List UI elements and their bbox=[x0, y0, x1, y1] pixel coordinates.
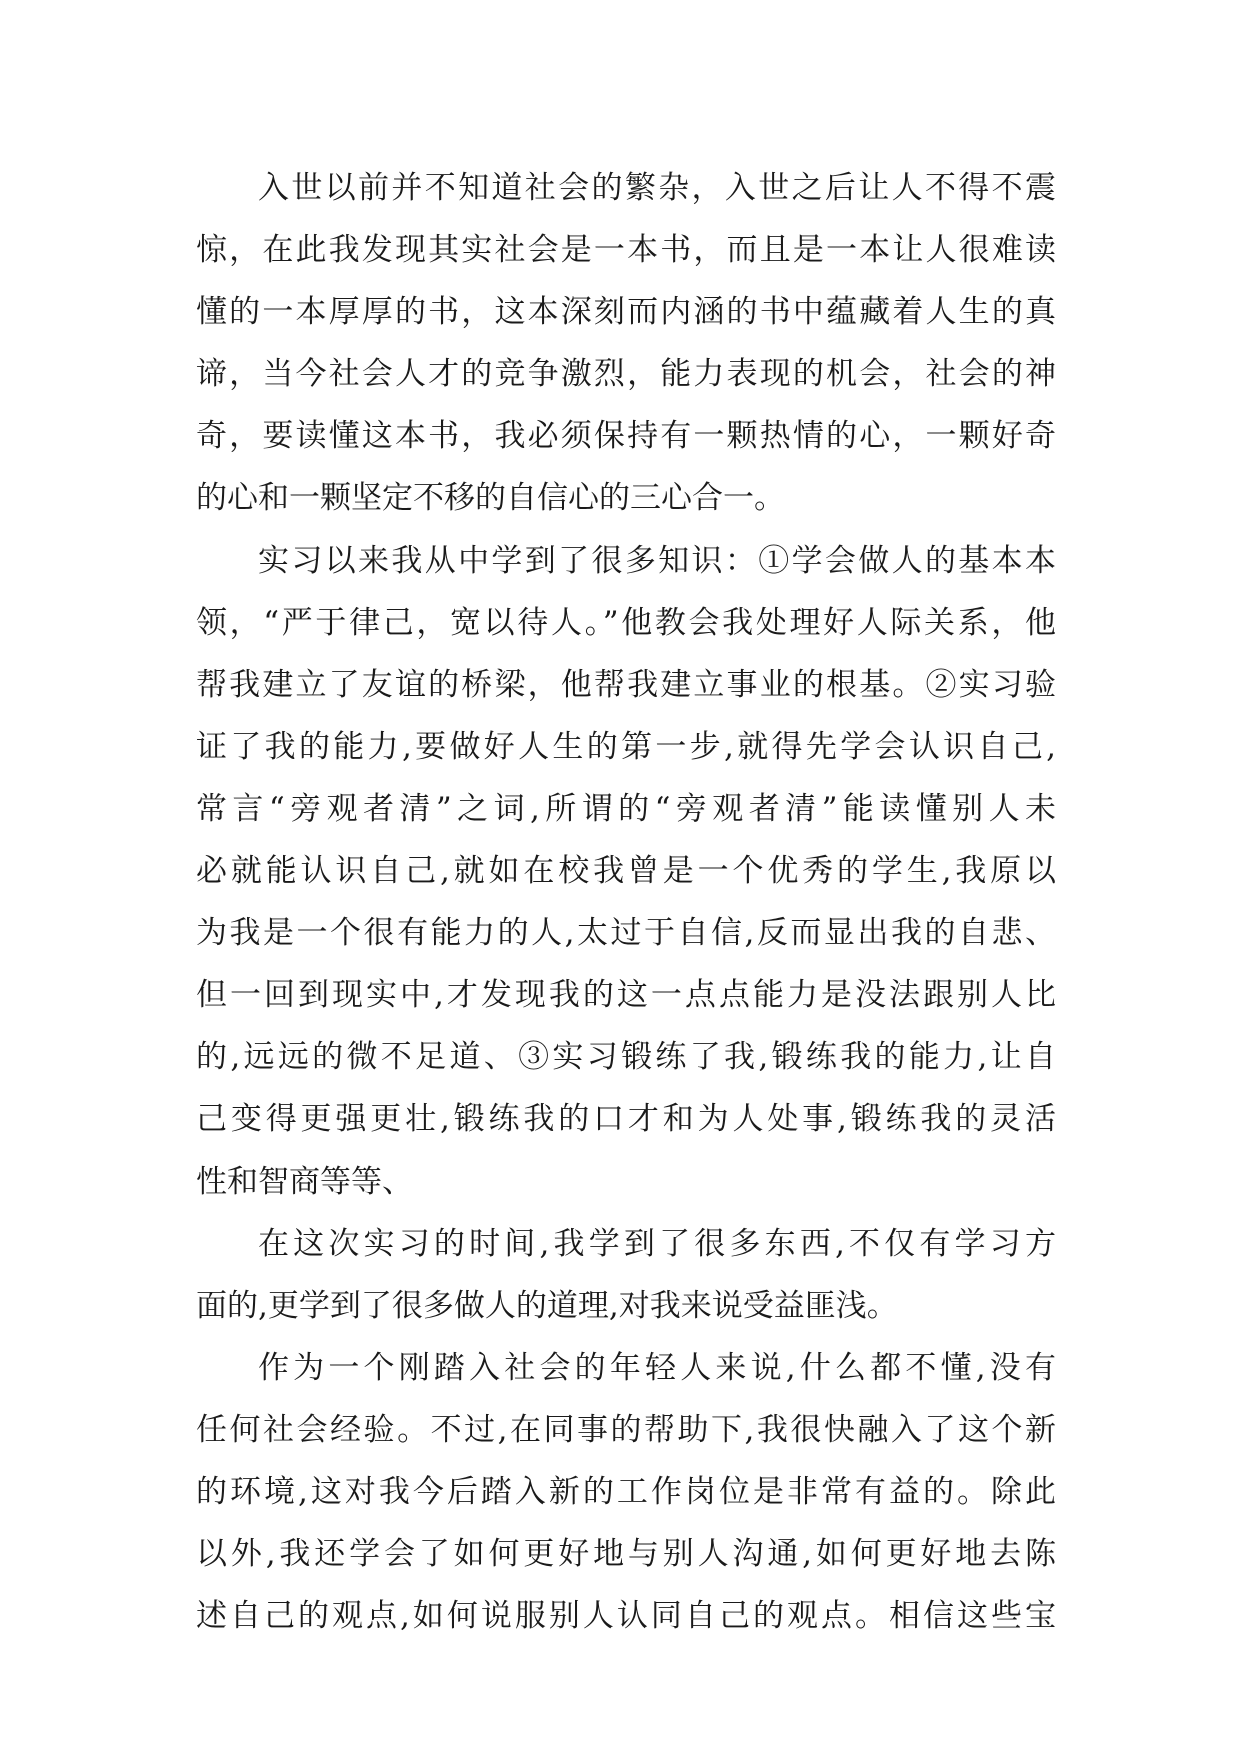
paragraph-2-line-2: 领，“严于律己，宽以待人。”他教会我处理好人际关系，他 bbox=[196, 604, 1056, 641]
paragraph-1-line-4: 谛，当今社会人才的竞争激烈，能力表现的机会，社会的神 bbox=[196, 356, 1056, 393]
paragraph-4-line-4: 以外,我还学会了如何更好地与别人沟通,如何更好地去陈 bbox=[196, 1536, 1056, 1573]
paragraph-2-line-7: 为我是一个很有能力的人,太过于自信,反而显出我的自悲、 bbox=[196, 915, 1056, 952]
paragraph-4-line-3: 的环境,这对我今后踏入新的工作岗位是非常有益的。除此 bbox=[196, 1473, 1056, 1510]
paragraph-2-line-5: 常言“旁观者清”之词,所谓的“旁观者清”能读懂别人未 bbox=[196, 790, 1056, 827]
paragraph-2-line-6: 必就能认识自己,就如在校我曾是一个优秀的学生,我原以 bbox=[196, 853, 1056, 890]
paragraph-4-line-2: 任何社会经验。不过,在同事的帮助下,我很快融入了这个新 bbox=[196, 1411, 1056, 1448]
paragraph-2-line-9: 的,远远的微不足道、③实习锻练了我,锻练我的能力,让自 bbox=[196, 1039, 1056, 1076]
paragraph-2-line-1: 实习以来我从中学到了很多知识：①学会做人的基本本 bbox=[258, 542, 1056, 579]
paragraph-1-line-6: 的心和一颗坚定不移的自信心的三心合一。 bbox=[196, 480, 785, 517]
paragraph-3-line-1: 在这次实习的时间,我学到了很多东西,不仅有学习方 bbox=[258, 1225, 1056, 1262]
paragraph-1-line-2: 惊，在此我发现其实社会是一本书，而且是一本让人很难读 bbox=[196, 232, 1056, 269]
paragraph-2-line-3: 帮我建立了友谊的桥梁，他帮我建立事业的根基。②实习验 bbox=[196, 666, 1056, 703]
paragraph-1-line-1: 入世以前并不知道社会的繁杂，入世之后让人不得不震 bbox=[258, 170, 1056, 206]
paragraph-2-line-8: 但一回到现实中,才发现我的这一点点能力是没法跟别人比 bbox=[196, 977, 1056, 1014]
paragraph-2-line-10: 己变得更强更壮,锻练我的口才和为人处事,锻练我的灵活 bbox=[196, 1101, 1056, 1138]
paragraph-1-line-3: 懂的一本厚厚的书，这本深刻而内涵的书中蕴藏着人生的真 bbox=[196, 294, 1056, 331]
paragraph-2-line-4: 证了我的能力,要做好人生的第一步,就得先学会认识自己, bbox=[196, 728, 1056, 765]
paragraph-3-line-2: 面的,更学到了很多做人的道理,对我来说受益匪浅。 bbox=[196, 1287, 898, 1324]
body-text bbox=[196, 157, 1056, 1647]
paragraph-4-line-5: 述自己的观点,如何说服别人认同自己的观点。相信这些宝 bbox=[196, 1598, 1056, 1635]
paragraph-4-line-1: 作为一个刚踏入社会的年轻人来说,什么都不懂,没有 bbox=[258, 1349, 1056, 1386]
paragraph-1-line-5: 奇，要读懂这本书，我必须保持有一颗热情的心，一颗好奇 bbox=[196, 418, 1056, 455]
paragraph-2-line-11: 性和智商等等、 bbox=[196, 1163, 413, 1200]
